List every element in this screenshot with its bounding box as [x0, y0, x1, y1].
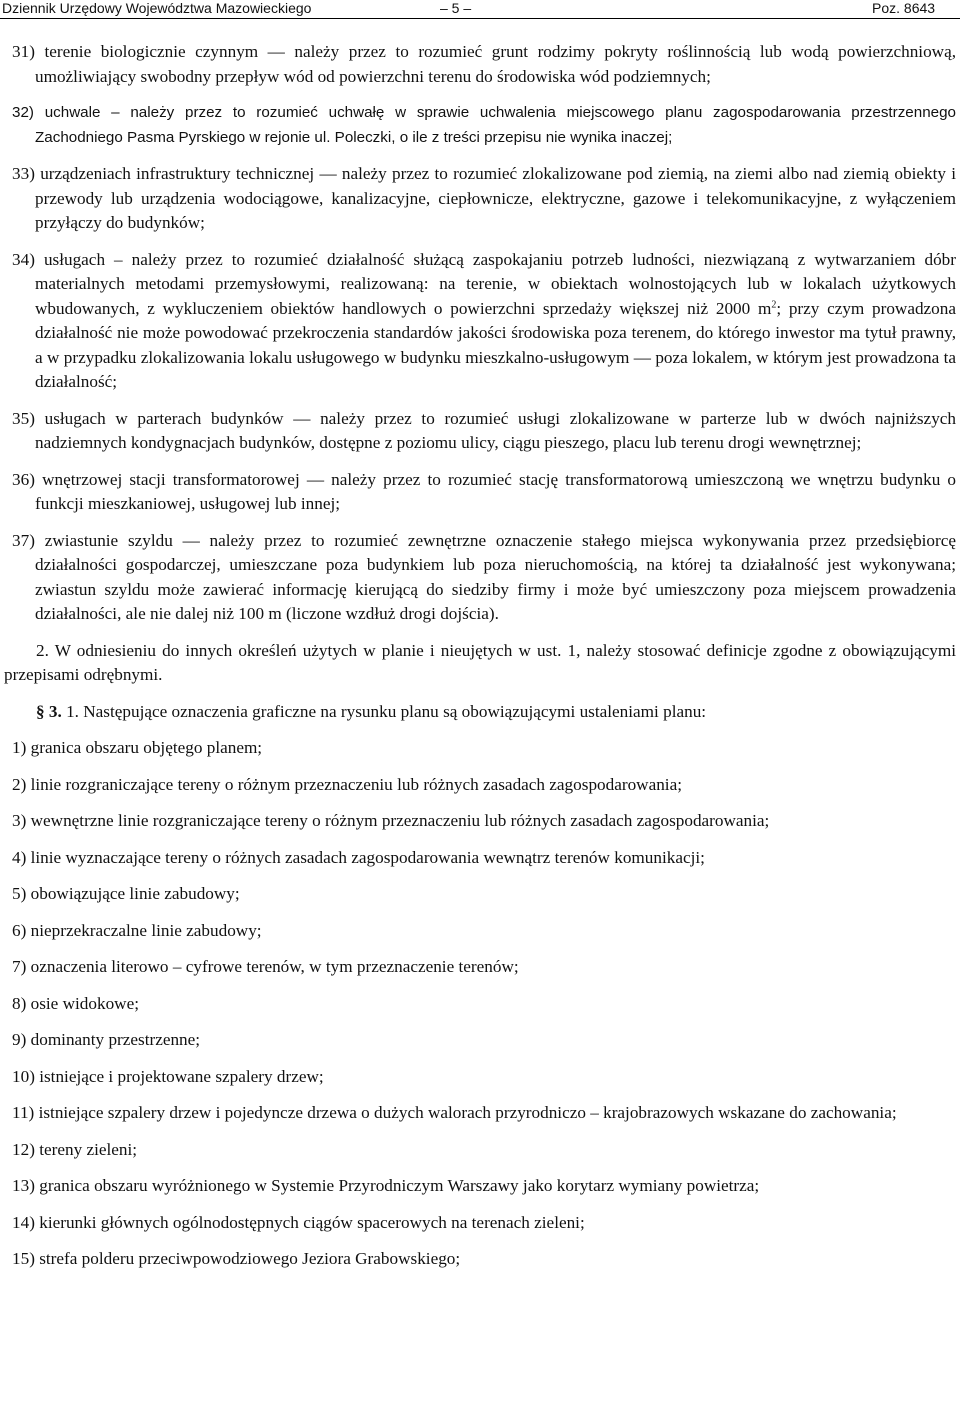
list-item-number: 9) — [12, 1030, 27, 1049]
definition-text: usługach w parterach budynków — należy przez to rozumieć usługi zlokalizowane w parterze lub w dwóch najniższych nadziemnych kondygnacjach budynków, dostępne z poziomu ulicy, ciągu pieszego, placu lub terenu drogi wewnętrznej; — [35, 408, 957, 452]
paragraph-number: 2. — [36, 640, 49, 660]
list-item — [0, 773, 960, 798]
list-item-number: 2) — [12, 774, 27, 794]
list-item-text: istniejące i projektowane szpalery drzew; — [39, 1066, 324, 1086]
list-item-text: nieprzekraczalne linie zabudowy; — [30, 920, 262, 940]
position-number: Poz. 8643 — [872, 0, 936, 16]
definition-number: 35) — [12, 408, 35, 428]
definition-number: 37) — [12, 530, 35, 550]
list-item-number: 1) — [12, 738, 27, 757]
paragraph-2 — [0, 639, 960, 688]
list-item — [0, 882, 960, 907]
list-item-text: obowiązujące linie zabudowy; — [30, 884, 240, 903]
definition-text-tail: ; przy czym prowadzona działalność nie może powodować przekroczenia standardów jakości środowiska poza terenem, do którego inwestor ma tytuł prawny, a w przypadku zlokalizowania lokalu usługowego w budynku mieszkalno-usługowym — poza lokalem, w którym jest prowadzona ta działalność; — [35, 298, 956, 391]
page-number: – 5 – — [440, 0, 472, 16]
list-item-number: 4) — [12, 847, 27, 867]
list-item-text: linie rozgraniczające tereny o różnym przeznaczeniu lub różnych zasadach zagospodarowania; — [30, 774, 682, 794]
definition-31 — [0, 40, 960, 89]
definition-text: urządzeniach infrastruktury technicznej — należy przez to rozumieć zlokalizowane pod ziemią, na ziemi albo nad ziemią obiekty i przewody lub urządzenia wodociągowe, kanalizacyjne, ciepłownicze, elektryczne, gazowe i telekomunikacyjne, z wyłączeniem przyłączy do budynków; — [35, 164, 956, 232]
list-item-number: 11) — [12, 1103, 35, 1122]
list-item — [0, 1101, 960, 1126]
list-item-number: 12) — [12, 1139, 35, 1159]
definition-35 — [0, 407, 960, 456]
definition-text: usługach – należy przez to rozumieć działalność służącą zaspokajaniu potrzeb ludności, niezwiązaną z wytwarzaniem dóbr materialnych metodami przemysłowymi, realizowaną: na terenie, w obiektach wolnostojących lub w lokalach użytkowych wbudowanych, z wykluczeniem obiektów handlowych o powierzchni sprzedaży większej niż 2000 m — [35, 249, 956, 318]
definition-text: uchwale – należy przez to rozumieć uchwałę w sprawie uchwalenia miejscowego planu zagospodarowania przestrzennego Zachodniego Pasma Pyrskiego w rejonie ul. Poleczki — [35, 104, 956, 146]
list-item-text: strefa polderu przeciwpowodziowego Jeziora Grabowskiego; — [39, 1249, 461, 1268]
list-item-text: osie widokowe; — [30, 993, 139, 1013]
definition-37 — [0, 529, 960, 627]
list-item — [0, 992, 960, 1017]
section-text: Następujące oznaczenia graficzne na rysunku planu są obowiązującymi ustaleniami planu: — [83, 701, 707, 721]
subsection-number: 1. — [66, 701, 79, 721]
list-item-text: istniejące szpalery drzew i pojedyncze drzewa o dużych walorach przyrodniczo – krajobrazowych wskazane do zachowania; — [38, 1103, 897, 1122]
definition-34 — [0, 248, 960, 395]
list-item-text: granica obszaru wyróżnionego w Systemie Przyrodniczym Warszawy jako korytarz wymiany powietrza; — [39, 1176, 760, 1195]
definition-33 — [0, 162, 960, 236]
list-item — [0, 1028, 960, 1053]
list-item-text: linie wyznaczające tereny o różnych zasadach zagospodarowania wewnątrz terenów komunikacji; — [30, 847, 705, 867]
list-item-number: 8) — [12, 993, 27, 1013]
list-item — [0, 1247, 960, 1272]
definition-text: zwiastunie szyldu — należy przez to rozumieć zewnętrzne oznaczenie stałego miejsca wykonywania przez przedsiębiorcę działalności gospodarczej, umieszczane poza budynkiem lub poza nieruchomością, na której ta działalność jest wykonywana; zwiastun szyldu może zawierać informację kierującą do siedziby firmy i może być umieszczony poza miejscem prowadzenia działalności, ale nie dalej niż 100 m (liczone wzdłuż drogi dojścia). — [35, 530, 957, 623]
list-item — [0, 1138, 960, 1163]
list-item-text: wewnętrzne linie rozgraniczające tereny o różnym przeznaczeniu lub różnych zasadach zagospodarowania; — [30, 811, 770, 830]
definition-number: 36) — [12, 469, 35, 489]
list-item-number: 5) — [12, 884, 27, 903]
list-item-number: 6) — [12, 920, 27, 940]
list-item-number: 13) — [12, 1176, 35, 1195]
page-header — [0, 0, 960, 18]
list-item — [0, 1211, 960, 1236]
list-item-text: kierunki głównych ogólnodostępnych ciągów spacerowych na terenach zieleni; — [39, 1212, 585, 1232]
graphic-markings-list — [0, 736, 960, 1272]
list-item-text: dominanty przestrzenne; — [30, 1030, 201, 1049]
list-item-text: granica obszaru objętego planem; — [30, 738, 263, 757]
journal-title: Dziennik Urzędowy Województwa Mazowieckiego — [2, 0, 312, 16]
superscript: 2 — [771, 298, 777, 310]
definition-text: terenie biologicznie czynnym — należy przez to rozumieć grunt rodzimy pokryty roślinnością lub wodą powierzchniową, umożliwiający swobodny przepływ wód od powierzchni terenu do środowiska wód podziemnych; — [35, 42, 956, 86]
section-number: § 3. — [36, 701, 62, 721]
definition-text-tail: , o ile z treści przepisu nie wynika inaczej; — [391, 128, 673, 146]
definition-number: 32) — [12, 104, 34, 121]
definition-number: 34) — [12, 249, 35, 269]
definition-text: wnętrzowej stacji transformatorowej — należy przez to rozumieć stację transformatorową umieszczoną we wnętrzu budynku o funkcji mieszkaniowej, usługowej lub innej; — [35, 469, 957, 513]
document-body — [0, 40, 960, 1283]
definition-32 — [0, 101, 960, 150]
list-item-text: tereny zieleni; — [39, 1139, 138, 1159]
list-item — [0, 809, 960, 834]
list-item — [0, 1174, 960, 1199]
definition-number: 33) — [12, 164, 35, 183]
list-item — [0, 1065, 960, 1090]
section-3-intro — [0, 700, 960, 725]
list-item — [0, 846, 960, 871]
list-item — [0, 955, 960, 980]
list-item-number: 3) — [12, 811, 27, 830]
definition-number: 31) — [12, 42, 35, 61]
paragraph-text: W odniesieniu do innych określeń użytych w planie i nieujętych w ust. 1, należy stosować definicje zgodne z obowiązującymi przepisami odrębnymi. — [4, 640, 956, 684]
header-rule — [0, 18, 960, 19]
list-item-number: 7) — [12, 957, 27, 976]
definition-36 — [0, 468, 960, 517]
list-item-number: 15) — [12, 1249, 35, 1268]
list-item — [0, 919, 960, 944]
list-item-text: oznaczenia literowo – cyfrowe terenów, w tym przeznaczenie terenów; — [30, 957, 519, 976]
list-item-number: 14) — [12, 1212, 35, 1232]
list-item — [0, 736, 960, 761]
list-item-number: 10) — [12, 1066, 35, 1086]
